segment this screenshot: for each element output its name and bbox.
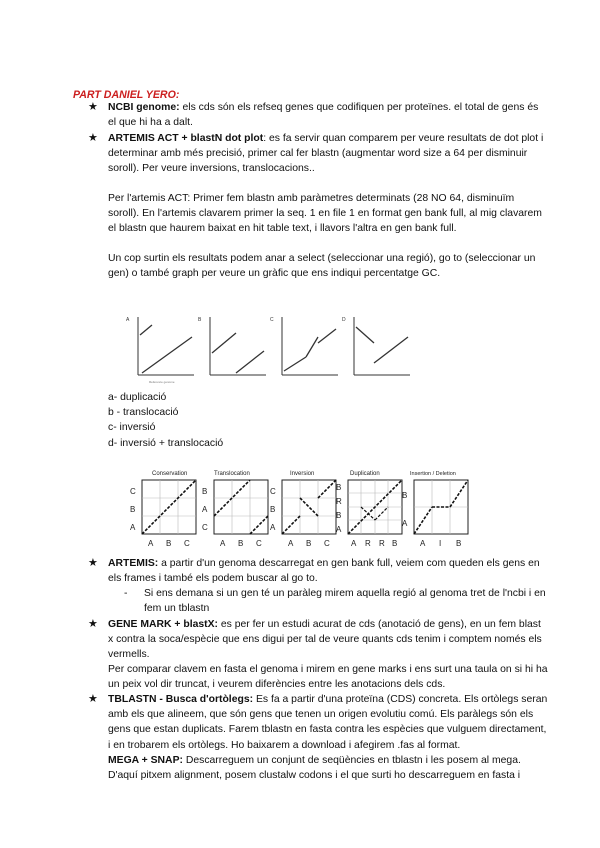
genemark-paragraph <box>108 617 548 663</box>
axis-label: C <box>184 539 190 548</box>
panel-label-a: A <box>126 317 130 323</box>
genemark-para2-text: Per comparar clavem en fasta el genoma i mirem en gene marks i ens surt una taula on si hi ha un peix vol dir truncat, i veurem diferències entre les anotacions dels cds. <box>108 664 548 691</box>
duplication-title: Duplication <box>350 471 380 477</box>
conservation-title: Conservation <box>152 471 188 477</box>
indel-panel <box>402 471 468 548</box>
axis-label: B <box>202 487 208 496</box>
axis-label: A <box>148 539 154 548</box>
tblastn-text: Es fa a partir d'una proteïna (CDS) concreta. Els ortòlegs seran amb els que alineem, que són gens que tenen un origen evolutiu comú. Els paràlegs són els gens que estan duplicats. Farem tblastn en fasta contra les espècies que vulguem directament, i en trobarem els ortòlegs. Ho baixarem a download i afegirem .fas al format. <box>108 694 548 751</box>
dot-plot-figure <box>124 313 412 385</box>
dot-plot-panel-c <box>270 317 338 375</box>
axis-label: A <box>336 525 342 534</box>
panel-label-b: B <box>198 317 202 323</box>
dot-plot-panel-d <box>342 317 410 375</box>
artemis-act-title: ARTEMIS ACT + blastN dot plot <box>108 133 264 144</box>
axis-label: A <box>130 523 136 532</box>
axis-label: A <box>220 539 226 548</box>
translocation-title: Translocation <box>214 471 250 477</box>
duplication-panel <box>336 471 402 548</box>
mega-paragraph <box>108 753 548 783</box>
legend-item: d- inversió + translocació <box>108 437 224 449</box>
artemis-act-para2-text: Per l'artemis ACT: Primer fem blastn amb paràmetres determinats (28 NO 64, disminuïm soroll). En l'artemis clavarem primer la seq. 1 en file 1 en format gen bank full, al mig clavarem el blastn que haurem baixat en hit table text, i llavors l'altra en gen bank full. <box>108 193 542 235</box>
artemis-act-paragraph <box>108 131 548 177</box>
mega-text: Descarreguem un conjunt de seqüències en tblastn i les posem al mega. D'aquí pitxem alignment, posem clustalw codons i el que surti ho descarreguem en fasta i <box>108 755 521 782</box>
artemis-act-text: : es fa servir quan comparem per veure resultats de dot plot i determinar amb més precisió, primer cal fer blastn (augmentar word size a 64 per disminuir soroll). Per veure inversions, translocacions.. <box>108 133 544 175</box>
axis-label: C <box>270 487 276 496</box>
bullet-star-icon: ★ <box>88 693 98 705</box>
axis-label: A <box>402 519 408 528</box>
genemark-title: GENE MARK + blastX: <box>108 619 218 630</box>
mega-title: MEGA + SNAP: <box>108 755 183 766</box>
legend-item: c- inversió <box>108 422 156 434</box>
artemis-act-para3-text: Un cop surtin els resultats podem anar a select (seleccionar una regió), go to (seleccionar un gen) o també graph per veure un gràfic que ens indiqui percentatge GC. <box>108 253 536 280</box>
genemark-text: es per fer un estudi acurat de cds (anotació de gens), en un fem blast x contra la soca/espècie que ens digui per tal de veure quants cds tenim i comptem només els vermells. <box>108 619 542 661</box>
dot-plot-panel-a <box>126 317 194 384</box>
axis-label: C <box>256 539 262 548</box>
axis-label: A <box>202 505 208 514</box>
axis-label: I <box>439 539 442 548</box>
legend-item: a- duplicació <box>108 392 167 403</box>
conservation-panel <box>130 471 196 548</box>
ncbi-title: NCBI genome: <box>108 102 180 113</box>
figure-legend <box>108 390 223 451</box>
artemis-act-para2 <box>108 191 548 237</box>
bullet-star-icon: ★ <box>88 101 98 113</box>
axis-label: R <box>365 539 371 548</box>
genemark-para2 <box>108 662 548 692</box>
axis-label: R <box>379 539 385 548</box>
indel-title: Insertion / Deletion <box>410 471 456 477</box>
axis-label: C <box>130 487 136 496</box>
bullet-star-icon: ★ <box>88 557 98 569</box>
artemis-paragraph <box>108 556 548 586</box>
ncbi-paragraph <box>108 100 548 130</box>
axis-label: C <box>324 539 330 548</box>
tblastn-title: TBLASTN - Busca d'ortòlegs: <box>108 694 254 705</box>
axis-label: A <box>420 539 426 548</box>
axis-label: B <box>130 505 136 514</box>
axis-label: B <box>306 539 312 548</box>
axis-label: A <box>270 523 276 532</box>
axis-label: A <box>288 539 294 548</box>
rearrangement-figure <box>128 468 470 554</box>
artemis-text: a partir d'un genoma descarregat en gen bank full, veiem com queden els gens en els frames i també els podem buscar al go to. <box>108 558 540 585</box>
panel-label-c: C <box>270 317 274 323</box>
axis-label: C <box>202 523 208 532</box>
translocation-panel <box>202 471 268 548</box>
bullet-star-icon: ★ <box>88 618 98 630</box>
artemis-title: ARTEMIS: <box>108 558 159 569</box>
ncbi-text: els cds són els refseq genes que codifiquen per proteïnes. el total de gens és el que hi ha a dalt. <box>108 102 539 129</box>
panel-label-d: D <box>342 317 346 323</box>
bullet-dash-icon: - <box>124 588 128 599</box>
axis-label: B <box>402 491 408 500</box>
dot-plot-panel-b <box>198 317 266 375</box>
axis-label: B <box>238 539 244 548</box>
artemis-act-para3 <box>108 251 548 281</box>
axis-label: A <box>351 539 357 548</box>
axis-label: B <box>456 539 462 548</box>
axis-label: B <box>270 505 276 514</box>
bullet-star-icon: ★ <box>88 132 98 144</box>
axis-label: B <box>392 539 398 548</box>
legend-item: b - translocació <box>108 407 179 419</box>
axis-label: B <box>336 483 342 492</box>
inversion-title: Inversion <box>290 471 315 477</box>
page-heading: PART DANIEL YERO: <box>73 89 180 101</box>
tblastn-paragraph <box>108 692 548 753</box>
artemis-sub-item <box>144 586 558 616</box>
axis-label: B <box>336 511 342 520</box>
inversion-panel <box>270 471 336 548</box>
axis-label: R <box>336 497 342 506</box>
artemis-sub-text: Si ens demana si un gen té un paràleg mirem aquella regió al genoma tret de l'ncbi i en fem un tblastn <box>144 588 546 615</box>
svg-text:Reference genome: Reference genome <box>149 380 175 384</box>
axis-label: B <box>166 539 172 548</box>
